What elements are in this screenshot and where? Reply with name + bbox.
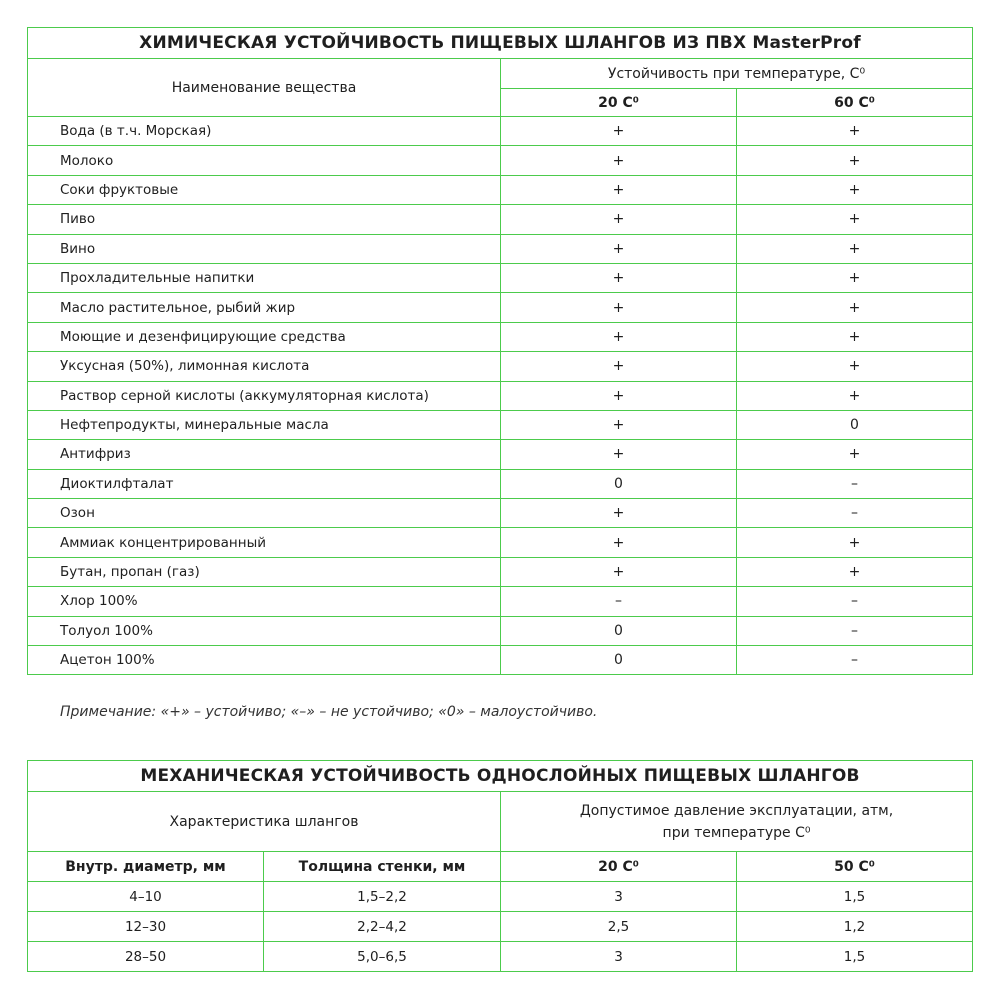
substance-name: Молоко (28, 146, 501, 175)
resistance-20: + (501, 263, 737, 292)
inner-diameter: 4–10 (28, 882, 264, 912)
inner-diameter: 12–30 (28, 912, 264, 942)
table-row (28, 381, 973, 410)
resistance-60: + (737, 322, 973, 351)
substance-name: Уксусная (50%), лимонная кислота (28, 352, 501, 381)
table-row (28, 616, 973, 645)
pressure-50: 1,2 (737, 912, 973, 942)
hose-characteristic-header: Характеристика шлангов (28, 792, 501, 852)
table-row (28, 942, 973, 972)
substance-name: Бутан, пропан (газ) (28, 557, 501, 586)
wall-thickness: 2,2–4,2 (264, 912, 501, 942)
table-row (28, 352, 973, 381)
resistance-60: + (737, 352, 973, 381)
resistance-60: + (737, 557, 973, 586)
substance-name: Моющие и дезенфицирующие средства (28, 322, 501, 351)
table-row (28, 587, 973, 616)
wall-thickness-header: Толщина стенки, мм (264, 852, 501, 882)
table-row (28, 912, 973, 942)
table-row (28, 175, 973, 204)
resistance-temperature-header: Устойчивость при температуре, С⁰ (501, 59, 973, 89)
substance-name: Прохладительные напитки (28, 263, 501, 292)
table-row (28, 146, 973, 175)
resistance-20: + (501, 528, 737, 557)
substance-name: Вино (28, 234, 501, 263)
resistance-20: + (501, 381, 737, 410)
substance-name: Озон (28, 499, 501, 528)
pressure-20: 3 (501, 942, 737, 972)
resistance-20: + (501, 175, 737, 204)
resistance-20: + (501, 557, 737, 586)
table-row (28, 646, 973, 675)
inner-diameter-header: Внутр. диаметр, мм (28, 852, 264, 882)
table-row (28, 234, 973, 263)
substance-name: Хлор 100% (28, 587, 501, 616)
table-row (28, 882, 973, 912)
chemical-resistance-table (27, 27, 973, 675)
pressure-50-header: 50 С⁰ (737, 852, 973, 882)
pressure-header (501, 792, 973, 852)
mechanical-table-body (28, 882, 973, 972)
resistance-60: – (737, 616, 973, 645)
resistance-20: + (501, 293, 737, 322)
substance-name: Раствор серной кислоты (аккумуляторная кислота) (28, 381, 501, 410)
resistance-60: – (737, 587, 973, 616)
table-row (28, 205, 973, 234)
resistance-60: + (737, 175, 973, 204)
temp-60-header: 60 С⁰ (737, 89, 973, 117)
pressure-20: 2,5 (501, 912, 737, 942)
pressure-20-header: 20 С⁰ (501, 852, 737, 882)
table-row (28, 410, 973, 439)
legend-note: Примечание: «+» – устойчиво; «–» – не устойчиво; «0» – малоустойчиво. (60, 704, 598, 720)
resistance-60: – (737, 469, 973, 498)
resistance-60: + (737, 293, 973, 322)
resistance-20: + (501, 410, 737, 439)
pressure-header-line1: Допустимое давление эксплуатации, атм, (579, 802, 894, 819)
resistance-60: + (737, 440, 973, 469)
resistance-60: + (737, 146, 973, 175)
resistance-60: + (737, 234, 973, 263)
substance-name: Диоктилфталат (28, 469, 501, 498)
resistance-20: + (501, 322, 737, 351)
mechanical-table-title: МЕХАНИЧЕСКАЯ УСТОЙЧИВОСТЬ ОДНОСЛОЙНЫХ ПИЩЕВЫХ ШЛАНГОВ (28, 761, 973, 792)
substance-name: Вода (в т.ч. Морская) (28, 117, 501, 146)
resistance-20: 0 (501, 616, 737, 645)
temp-20-header: 20 С⁰ (501, 89, 737, 117)
table-row (28, 293, 973, 322)
mechanical-resistance-table (27, 760, 973, 972)
substance-name: Соки фруктовые (28, 175, 501, 204)
chemical-table-title: ХИМИЧЕСКАЯ УСТОЙЧИВОСТЬ ПИЩЕВЫХ ШЛАНГОВ ИЗ ПВХ MasterProf (28, 28, 973, 59)
resistance-60: + (737, 117, 973, 146)
table-row (28, 117, 973, 146)
substance-name: Антифриз (28, 440, 501, 469)
wall-thickness: 5,0–6,5 (264, 942, 501, 972)
resistance-60: + (737, 205, 973, 234)
resistance-20: + (501, 146, 737, 175)
table-row (28, 322, 973, 351)
inner-diameter: 28–50 (28, 942, 264, 972)
resistance-60: 0 (737, 410, 973, 439)
chemical-table-body (28, 117, 973, 675)
table-row (28, 440, 973, 469)
wall-thickness: 1,5–2,2 (264, 882, 501, 912)
resistance-60: + (737, 381, 973, 410)
substance-name: Масло растительное, рыбий жир (28, 293, 501, 322)
substance-name: Толуол 100% (28, 616, 501, 645)
table-row (28, 263, 973, 292)
resistance-60: + (737, 263, 973, 292)
resistance-20: + (501, 440, 737, 469)
pressure-50: 1,5 (737, 882, 973, 912)
resistance-20: 0 (501, 469, 737, 498)
substance-name: Ацетон 100% (28, 646, 501, 675)
substance-name: Аммиак концентрированный (28, 528, 501, 557)
pressure-50: 1,5 (737, 942, 973, 972)
resistance-60: – (737, 646, 973, 675)
resistance-20: + (501, 205, 737, 234)
substance-name: Пиво (28, 205, 501, 234)
table-row (28, 499, 973, 528)
pressure-header-line2: при температуре С⁰ (662, 824, 811, 841)
resistance-20: 0 (501, 646, 737, 675)
substance-name-header: Наименование вещества (28, 59, 501, 117)
resistance-20: + (501, 499, 737, 528)
resistance-20: + (501, 234, 737, 263)
resistance-60: – (737, 499, 973, 528)
table-row (28, 557, 973, 586)
resistance-60: + (737, 528, 973, 557)
table-row (28, 469, 973, 498)
resistance-20: + (501, 117, 737, 146)
pressure-20: 3 (501, 882, 737, 912)
resistance-20: – (501, 587, 737, 616)
table-row (28, 528, 973, 557)
resistance-20: + (501, 352, 737, 381)
substance-name: Нефтепродукты, минеральные масла (28, 410, 501, 439)
